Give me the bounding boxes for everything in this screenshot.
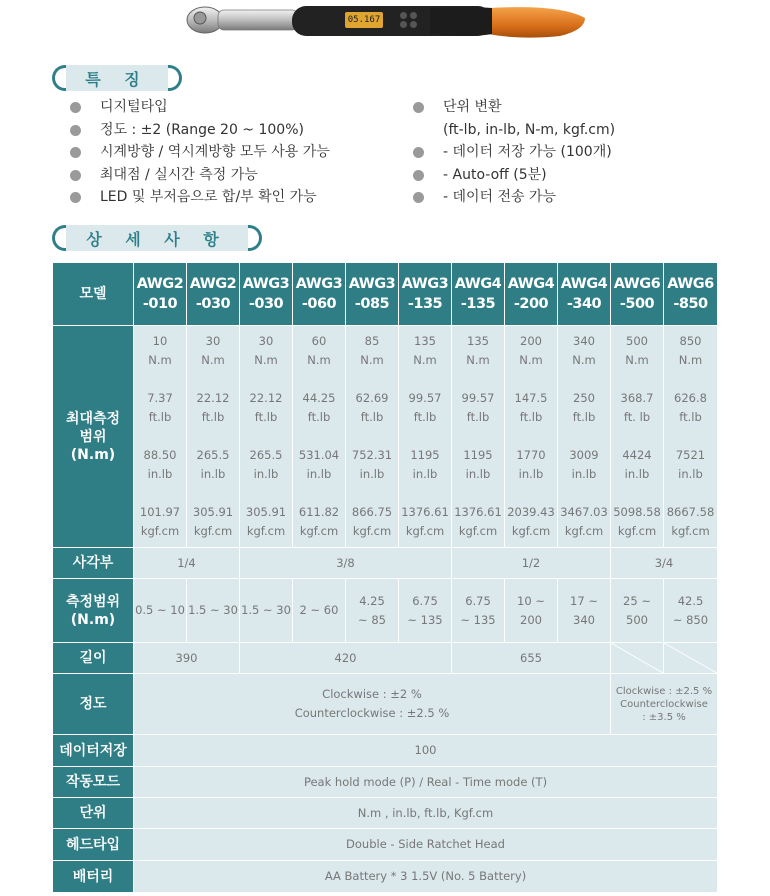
torque-wrench-image [0,0,770,48]
max-range-cell: 850 N.m 626.8 ft.lb 7521 in.lb 8667.58 kgf.cm [664,326,718,548]
measure-range-cell: 6.75 ~ 135 [452,579,505,643]
length-cell: 390 [134,643,240,674]
mode-row [53,767,718,798]
features-left-list [70,96,330,209]
length-cell: 655 [452,643,611,674]
max-range-cell: 135 N.m 99.57 ft.lb 1195 in.lb 1376.61 kgf.cm [399,326,452,548]
feature-item: - 데이터 전송 가능 [413,186,615,209]
length-cell: 420 [240,643,452,674]
measure-range-cell: 10 ~ 200 [505,579,558,643]
empty-cell-slash [664,643,718,674]
model-cell: AWG3 -030 [240,263,293,326]
model-row [53,263,718,326]
button-icon [410,12,417,19]
feature-item: 최대점 / 실시간 측정 가능 [70,164,330,187]
unit-row [53,798,718,829]
storage-cell: 100 [134,735,718,767]
battery-label: 배터리 [53,861,134,893]
accuracy-label: 정도 [53,674,134,735]
feature-item: 시계방향 / 역시계방향 모두 사용 가능 [70,141,330,164]
measure-range-cell: 1.5 ~ 30 [187,579,240,643]
square-drive-cell: 1/2 [452,548,611,579]
max-range-cell: 340 N.m 250 ft.lb 3009 in.lb 3467.03 kgf.cm [558,326,611,548]
unit-cell: N.m , in.lb, ft.lb, Kgf.cm [134,798,718,829]
accuracy-cell: Clockwise : ±2 % Counterclockwise : ±2.5 % [134,674,611,735]
length-label: 길이 [53,643,134,674]
measure-range-cell: 0.5 ~ 10 [134,579,187,643]
measure-range-cell: 4.25 ~ 85 [346,579,399,643]
max-range-cell: 30 N.m 22.12 ft.lb 265.5 in.lb 305.91 kgf.cm [187,326,240,548]
max-range-cell: 60 N.m 44.25 ft.lb 531.04 in.lb 611.82 kgf.cm [293,326,346,548]
max-range-cell: 10 N.m 7.37 ft.lb 88.50 in.lb 101.97 kgf.cm [134,326,187,548]
square-drive-cell: 3/4 [611,548,718,579]
measure-range-row [53,579,718,643]
mode-cell: Peak hold mode (P) / Real - Time mode (T) [134,767,718,798]
accuracy-row [53,674,718,735]
wrench-buttons [398,10,438,30]
button-icon [400,12,407,19]
feature-item: 단위 변환 [413,96,615,119]
model-cell: AWG2 -030 [187,263,240,326]
head-cell: Double - Side Ratchet Head [134,829,718,861]
feature-item: - 데이터 저장 가능 (100개) [413,141,615,164]
measure-range-label: 측정범위 (N.m) [53,579,134,643]
model-cell: AWG3 -060 [293,263,346,326]
square-drive-cell: 1/4 [134,548,240,579]
measure-range-cell: 42.5 ~ 850 [664,579,718,643]
measure-range-cell: 2 ~ 60 [293,579,346,643]
model-cell: AWG4 -340 [558,263,611,326]
max-range-cell: 500 N.m 368.7 ft. lb 4424 in.lb 5098.58 kgf.cm [611,326,664,548]
square-drive-label: 사각부 [53,548,134,579]
measure-range-cell: 6.75 ~ 135 [399,579,452,643]
model-cell: AWG4 -135 [452,263,505,326]
feature-item: 정도 : ±2 (Range 20 ~ 100%) [70,119,330,142]
button-icon [410,21,417,28]
length-row [53,643,718,674]
storage-row [53,735,718,767]
max-range-cell: 30 N.m 22.12 ft.lb 265.5 in.lb 305.91 kgf.cm [240,326,293,548]
max-range-cell: 135 N.m 99.57 ft.lb 1195 in.lb 1376.61 kgf.cm [452,326,505,548]
measure-range-cell: 17 ~ 340 [558,579,611,643]
battery-cell: AA Battery * 3 1.5V (No. 5 Battery) [134,861,718,893]
square-drive-row [53,548,718,579]
unit-label: 단위 [53,798,134,829]
model-cell: AWG3 -085 [346,263,399,326]
model-cell: AWG4 -200 [505,263,558,326]
max-range-row [53,326,718,548]
accuracy-alt-cell: Clockwise : ±2.5 % Counterclockwise : ±3.5 % [611,674,718,735]
max-range-cell: 200 N.m 147.5 ft.lb 1770 in.lb 2039.43 kgf.cm [505,326,558,548]
max-range-cell: 85 N.m 62.69 ft.lb 752.31 in.lb 866.75 kgf.cm [346,326,399,548]
head-row [53,829,718,861]
battery-row [53,861,718,893]
model-label: 모델 [53,263,134,326]
model-cell: AWG3 -135 [399,263,452,326]
max-range-label: 최대측정 범위 (N.m) [53,326,134,548]
display-readout: 05.167 [345,12,383,28]
head-label: 헤드타입 [53,829,134,861]
measure-range-cell: 1.5 ~ 30 [240,579,293,643]
details-title: 상 세 사 항 [52,225,262,251]
feature-item: LED 및 부저음으로 합/부 확인 가능 [70,186,330,209]
feature-item: - Auto-off (5분) [413,164,615,187]
model-cell: AWG6 -850 [664,263,718,326]
model-cell: AWG6 -500 [611,263,664,326]
features-right-list [413,96,615,209]
model-cell: AWG2 -010 [134,263,187,326]
square-drive-cell: 3/8 [240,548,452,579]
feature-item: (ft-lb, in-lb, N-m, kgf.cm) [443,121,616,138]
mode-label: 작동모드 [53,767,134,798]
measure-range-cell: 25 ~ 500 [611,579,664,643]
spec-table [52,262,718,893]
storage-label: 데이터저장 [53,735,134,767]
button-icon [400,21,407,28]
features-title: 특 징 [52,65,182,91]
feature-item: 디지털타입 [70,96,330,119]
empty-cell-slash [611,643,664,674]
